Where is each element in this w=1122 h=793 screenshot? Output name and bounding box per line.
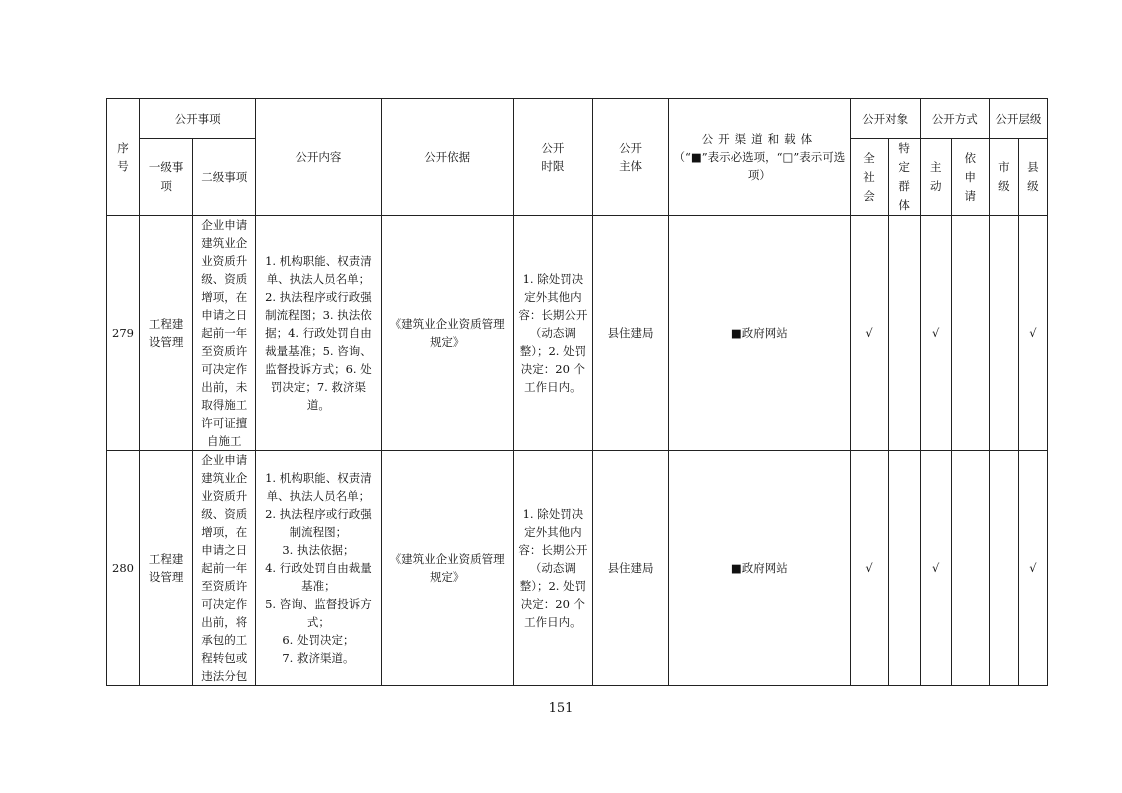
table-row — [107, 216, 1048, 451]
row-content: 1. 机构职能、权责清单、执法人员名单； 2. 执法程序或行政强制流程图；3. 执法依据；4. 行政处罚自由裁量基准；5. 咨询、监督投诉方式；6. 处罚决定；7. 救济渠道。 — [256, 216, 381, 451]
header-basis: 公开依据 — [381, 99, 513, 216]
row-method-apply — [951, 451, 989, 686]
header-time-limit: 公开 时限 — [513, 99, 592, 216]
header-method-active: 主动 — [920, 139, 951, 216]
row-level1: 工程建设管理 — [140, 451, 193, 686]
row-level2: 企业申请建筑业企业资质升级、资质增项，在申请之日起前一年至资质许可决定作出前，将承包的工程转包或违法分包 — [193, 451, 256, 686]
row-seq: 280 — [107, 451, 140, 686]
row-channel: ■政府网站 — [669, 451, 850, 686]
header-content: 公开内容 — [256, 99, 381, 216]
row-basis: 《建筑业企业资质管理规定》 — [381, 451, 513, 686]
header-method-group: 公开方式 — [920, 99, 989, 139]
row-method-active: √ — [920, 216, 951, 451]
row-level-city — [989, 451, 1018, 686]
header-level-city: 市级 — [989, 139, 1018, 216]
header-object-specific: 特定群体 — [888, 139, 920, 216]
row-subject: 县住建局 — [592, 216, 668, 451]
row-seq: 279 — [107, 216, 140, 451]
row-basis: 《建筑业企业资质管理规定》 — [381, 216, 513, 451]
header-level1: 一级事项 — [140, 139, 193, 216]
header-method-apply: 依申请 — [951, 139, 989, 216]
table-row — [107, 451, 1048, 686]
row-time-limit: 1. 除处罚决定外其他内容：长期公开（动态调整）；2. 处罚决定：20 个工作日内。 — [513, 216, 592, 451]
row-level-city — [989, 216, 1018, 451]
row-level1: 工程建设管理 — [140, 216, 193, 451]
row-level2: 企业申请建筑业企业资质升级、资质增项，在申请之日起前一年至资质许可决定作出前，未取得施工许可证擅自施工 — [193, 216, 256, 451]
header-subject: 公开 主体 — [592, 99, 668, 216]
row-content: 1. 机构职能、权责清单、执法人员名单； 2. 执法程序或行政强制流程图； 3. 执法依据； 4. 行政处罚自由裁量基准； 5. 咨询、监督投诉方式； 6. 处罚决定； 7. 救济渠道。 — [256, 451, 381, 686]
header-channel: 公开渠道和载体 （“■”表示必选项，“□”表示可选项） — [669, 99, 850, 216]
header-item-group: 公开事项 — [140, 99, 256, 139]
page-number: 151 — [548, 701, 574, 716]
row-method-active: √ — [920, 451, 951, 686]
disclosure-table — [106, 98, 1048, 686]
header-level-county: 县级 — [1018, 139, 1047, 216]
row-object-all: √ — [850, 216, 888, 451]
row-level-county: √ — [1018, 216, 1047, 451]
row-channel: ■政府网站 — [669, 216, 850, 451]
header-level-group: 公开层级 — [989, 99, 1047, 139]
header-object-all: 全社会 — [850, 139, 888, 216]
header-level2: 二级事项 — [193, 139, 256, 216]
row-level-county: √ — [1018, 451, 1047, 686]
row-object-specific — [888, 216, 920, 451]
row-method-apply — [951, 216, 989, 451]
row-object-specific — [888, 451, 920, 686]
header-object-group: 公开对象 — [850, 99, 920, 139]
row-time-limit: 1. 除处罚决定外其他内容：长期公开（动态调整）；2. 处罚决定：20 个工作日内。 — [513, 451, 592, 686]
row-subject: 县住建局 — [592, 451, 668, 686]
row-object-all: √ — [850, 451, 888, 686]
header-seq: 序号 — [107, 99, 140, 216]
